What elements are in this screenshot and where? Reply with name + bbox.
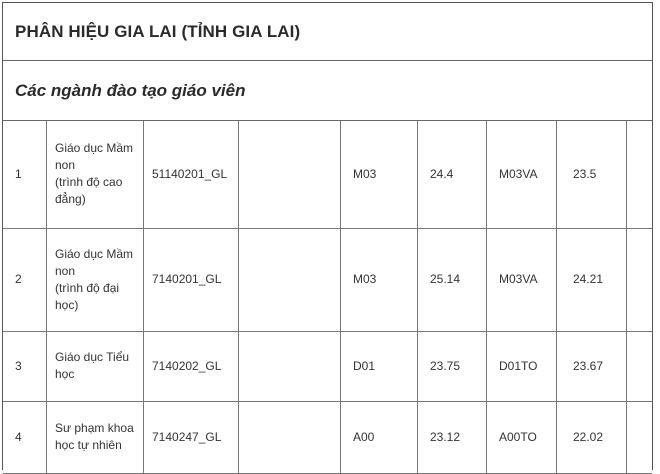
subject-combo: M03: [341, 228, 418, 331]
major-name-line: Sư phạm khoa: [55, 421, 134, 435]
major-name-line: Giáo dục Mầm: [55, 141, 134, 156]
page-title: PHÂN HIỆU GIA LAI (TỈNH GIA LAI): [15, 22, 301, 41]
major-name-line: Giáo dục Mầm: [55, 246, 134, 261]
empty-cell: [627, 331, 653, 401]
row-number: 2: [3, 228, 47, 331]
row-number: 3: [3, 331, 47, 401]
empty-cell: [239, 228, 341, 331]
major-name-line: (trình độ cao: [55, 175, 123, 190]
subtitle-row: [3, 61, 652, 121]
major-name: [47, 228, 144, 331]
empty-cell: [627, 228, 653, 331]
major-name-line: non: [55, 263, 76, 278]
row-number: 4: [3, 401, 47, 473]
table-frame: [2, 2, 653, 470]
major-name: [47, 331, 144, 401]
table-row: [3, 401, 652, 473]
subject-combo: A00: [341, 401, 418, 473]
empty-cell: [627, 121, 653, 228]
empty-cell: [239, 401, 341, 473]
subject-combo-alt: M03VA: [487, 228, 557, 331]
cutoff-score-alt: 24.21: [557, 228, 627, 331]
table-row: [3, 228, 652, 331]
empty-cell: [627, 401, 653, 473]
subject-combo: D01: [341, 331, 418, 401]
cutoff-score-alt: 22.02: [557, 401, 627, 473]
major-name: [47, 401, 144, 473]
cutoff-score: 25.14: [418, 228, 487, 331]
major-name-line: Giáo dục Tiểu: [55, 350, 130, 364]
majors-table: [3, 121, 652, 474]
cutoff-score-alt: 23.67: [557, 331, 627, 401]
major-name-line: đẳng): [55, 192, 86, 207]
cutoff-score: 23.12: [418, 401, 487, 473]
major-code: 7140201_GL: [144, 228, 239, 331]
empty-cell: [239, 121, 341, 228]
major-code: 7140247_GL: [144, 401, 239, 473]
subject-combo-alt: A00TO: [487, 401, 557, 473]
major-name-line: học: [55, 367, 75, 381]
major-code: 51140201_GL: [144, 121, 239, 228]
cutoff-score-alt: 23.5: [557, 121, 627, 228]
major-name: [47, 121, 144, 228]
cutoff-score: 23.75: [418, 331, 487, 401]
subject-combo-alt: M03VA: [487, 121, 557, 228]
section-subtitle: Các ngành đào tạo giáo viên: [15, 81, 246, 100]
cutoff-score: 24.4: [418, 121, 487, 228]
title-row: [3, 3, 652, 61]
major-name-line: học): [55, 297, 79, 312]
row-number: 1: [3, 121, 47, 228]
major-name-line: (trình độ đại: [55, 280, 120, 295]
subject-combo: M03: [341, 121, 418, 228]
table-row: [3, 331, 652, 401]
major-code: 7140202_GL: [144, 331, 239, 401]
subject-combo-alt: D01TO: [487, 331, 557, 401]
major-name-line: học tự nhiên: [55, 438, 122, 452]
empty-cell: [239, 331, 341, 401]
table-row: [3, 121, 652, 228]
major-name-line: non: [55, 158, 76, 173]
